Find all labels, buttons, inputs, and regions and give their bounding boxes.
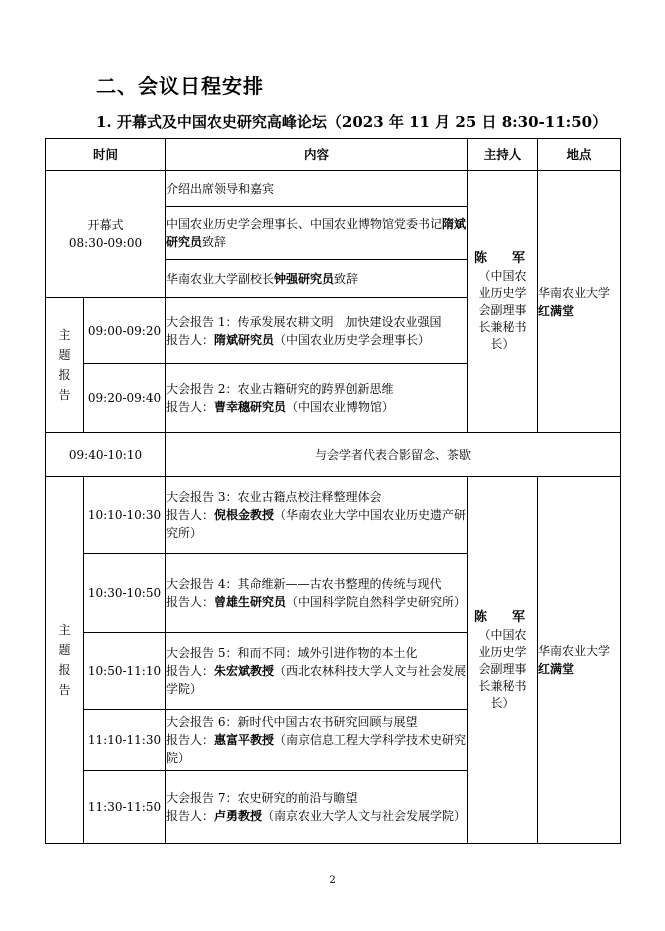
report-time: 10:10-10:30 [84, 477, 166, 554]
table-row [46, 477, 621, 554]
break-time: 09:40-10:10 [46, 433, 166, 477]
report-time: 09:20-09:40 [84, 364, 166, 433]
header-venue: 地点 [538, 139, 621, 171]
host-role: （中国农业历史学会副理事长兼秘书长） [478, 269, 527, 351]
report-cell: 大会报告 6：新时代中国古农书研究回顾与展望 报告人：惠富平教授（南京信息工程大学科学技术史研究院） [166, 710, 468, 771]
report-time: 10:50-11:10 [84, 633, 166, 710]
report-cell: 大会报告 1：传承发展农耕文明 加快建设农业强国 报告人：隋斌研究员（中国农业历史学会理事长） [166, 298, 468, 364]
header-content: 内容 [166, 139, 468, 171]
break-content: 与会学者代表合影留念、茶歇 [166, 433, 621, 477]
schedule-table [45, 138, 621, 844]
report-time: 11:10-11:30 [84, 710, 166, 771]
report-cell: 大会报告 4：其命维新——古农书整理的传统与现代 报告人：曾雄生研究员（中国科学院自然科学史研究所） [166, 554, 468, 633]
table-row [46, 433, 621, 477]
opening-label: 开幕式 [87, 218, 124, 232]
header-host: 主持人 [468, 139, 538, 171]
table-row [46, 171, 621, 207]
theme-label: 主题报告 [46, 477, 84, 844]
report-time: 10:30-10:50 [84, 554, 166, 633]
opening-item: 华南农业大学副校长钟强研究员致辞 [166, 260, 468, 298]
venue-cell: 华南农业大学红满堂 [538, 171, 621, 433]
host-cell [468, 171, 538, 433]
sub-title: 1. 开幕式及中国农史研究高峰论坛（2023 年 11 月 25 日 8:30-11:50） [96, 113, 608, 131]
report-cell: 大会报告 5：和而不同：域外引进作物的本土化 报告人：朱宏斌教授（西北农林科技大学人文与社会发展学院） [166, 633, 468, 710]
report-cell: 大会报告 2：农业古籍研究的跨界创新思维 报告人：曹幸穗研究员（中国农业博物馆） [166, 364, 468, 433]
report-cell: 大会报告 3：农业古籍点校注释整理体会 报告人：倪根金教授（华南农业大学中国农业历史遗产研究所） [166, 477, 468, 554]
table-header-row [46, 139, 621, 171]
opening-item: 介绍出席领导和嘉宾 [166, 171, 468, 207]
opening-time: 08:30-09:00 [68, 236, 143, 250]
report-time: 09:00-09:20 [84, 298, 166, 364]
host-role: （中国农业历史学会副理事长兼秘书长） [478, 627, 527, 710]
header-time: 时间 [46, 139, 166, 171]
page-number: 2 [329, 875, 336, 886]
theme-label: 主题报告 [46, 298, 84, 433]
opening-item: 中国农业历史学会理事长、中国农业博物馆党委书记隋斌研究员致辞 [166, 207, 468, 260]
report-cell: 大会报告 7：农史研究的前沿与瞻望 报告人：卢勇教授（南京农业大学人文与社会发展学院） [166, 771, 468, 844]
host-cell [468, 477, 538, 844]
host-name: 陈 军 [474, 609, 532, 625]
host-name: 陈 军 [474, 251, 532, 266]
venue-cell: 华南农业大学红满堂 [538, 477, 621, 844]
opening-time-cell [46, 171, 166, 298]
report-time: 11:30-11:50 [84, 771, 166, 844]
section-title: 二、会议日程安排 [96, 74, 264, 98]
